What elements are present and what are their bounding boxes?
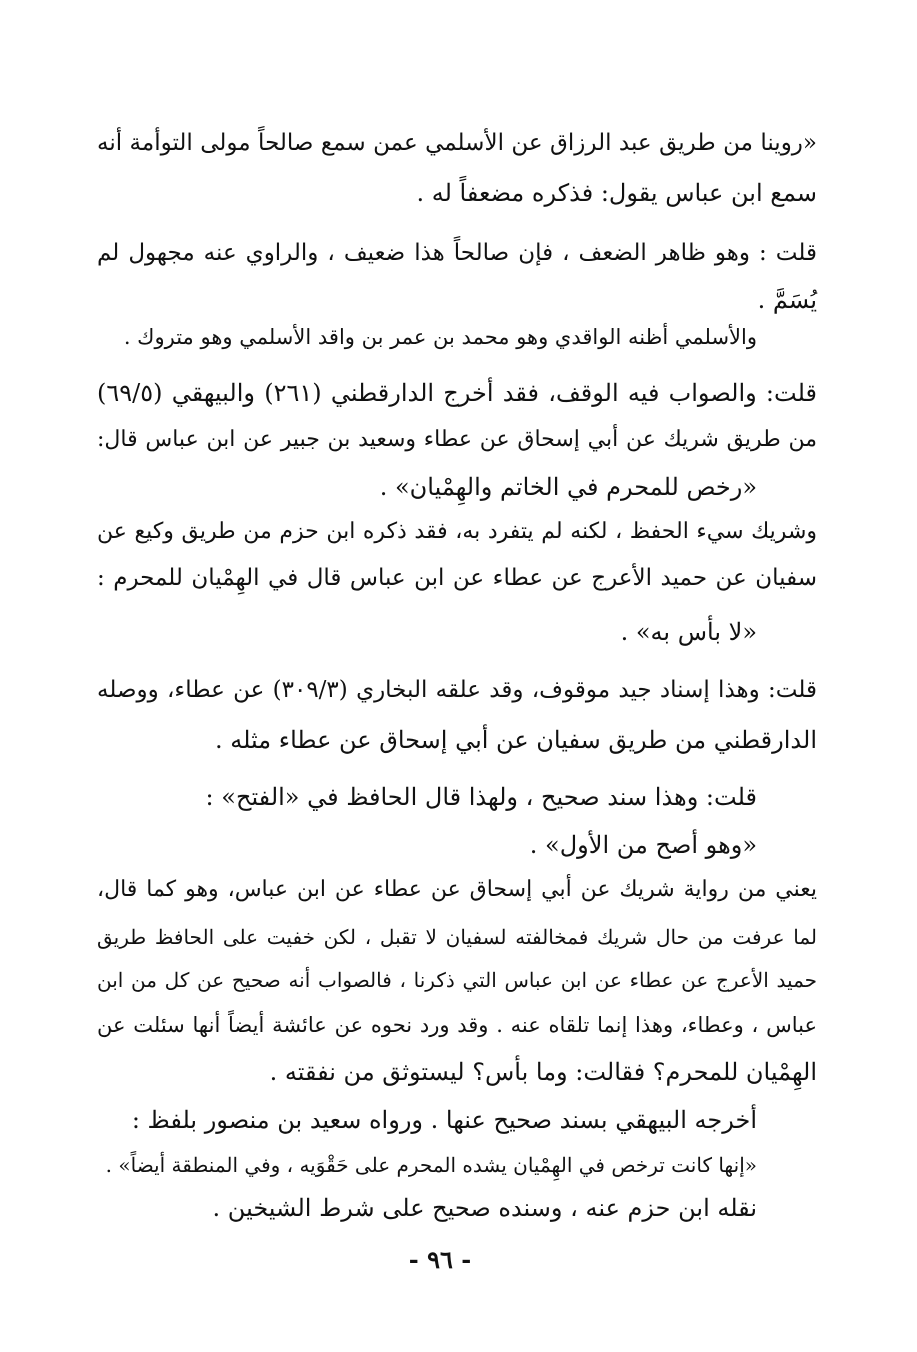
text-line: حميد الأعرج عن عطاء عن ابن عباس التي ذكرنا ، فالصواب أنه صحيح عن كل من ابن <box>97 968 817 992</box>
text-line: «لا بأس به» . <box>620 618 757 646</box>
text-line: أخرجه البيهقي بسند صحيح عنها . ورواه سعيد بن منصور بلفظ : <box>131 1106 757 1134</box>
text-line: قلت: وهذا إسناد جيد موقوف، وقد علقه البخاري (٣٠٩/٣) عن عطاء، ووصله <box>97 677 817 703</box>
text-line: وشريك سيء الحفظ ، لكنه لم يتفرد به، فقد ذكره ابن حزم من طريق وكيع عن <box>97 519 817 544</box>
text-line: قلت: والصواب فيه الوقف، فقد أخرج الدارقطني (٢٦١) والبيهقي (٦٩/٥) <box>97 379 817 407</box>
text-line: من طريق شريك عن أبي إسحاق عن عطاء وسعيد بن جبير عن ابن عباس قال: <box>97 427 817 452</box>
text-line: «إنها كانت ترخص في الهِمْيان يشده المحرم على حَقْوَيه ، وفي المنطقة أيضاً» . <box>105 1153 757 1177</box>
text-line: الدارقطني من طريق سفيان عن أبي إسحاق عن عطاء مثله . <box>214 726 817 754</box>
text-line: نقله ابن حزم عنه ، وسنده صحيح على شرط الشيخين . <box>212 1194 757 1222</box>
text-line: الهِمْيان للمحرم؟ فقالت: وما بأس؟ ليستوثق من نفقته . <box>269 1058 817 1086</box>
text-line: والأسلمي أظنه الواقدي وهو محمد بن عمر بن واقد الأسلمي وهو متروك . <box>123 325 757 349</box>
text-line: «رخص للمحرم في الخاتم والهِمْيان» . <box>379 473 757 501</box>
text-line: «روينا من طريق عبد الرزاق عن الأسلمي عمن سمع صالحاً مولى التوأمة أنه <box>97 130 817 156</box>
page-number: - ٩٦ - <box>408 1245 472 1274</box>
text-line: عباس ، وعطاء، وهذا إنما تلقاه عنه . وقد ورد نحوه عن عائشة أيضاً أنها سئلت عن <box>97 1013 817 1037</box>
text-line: يُسَمَّ . <box>757 286 817 314</box>
text-line: قلت: وهذا سند صحيح ، ولهذا قال الحافظ في «الفتح» : <box>205 783 757 811</box>
text-line: سفيان عن حميد الأعرج عن عطاء عن ابن عباس قال في الهِمْيان للمحرم : <box>97 565 817 591</box>
text-line: سمع ابن عباس يقول: فذكره مضعفاً له . <box>416 179 817 207</box>
text-line: قلت : وهو ظاهر الضعف ، فإن صالحاً هذا ضعيف ، والراوي عنه مجهول لم <box>97 240 817 266</box>
text-line: يعني من رواية شريك عن أبي إسحاق عن عطاء عن ابن عباس، وهو كما قال، <box>97 877 817 902</box>
text-line: «وهو أصح من الأول» . <box>529 831 757 859</box>
text-line: لما عرفت من حال شريك فمخالفته لسفيان لا تقبل ، لكن خفيت على الحافظ طريق <box>97 925 817 949</box>
